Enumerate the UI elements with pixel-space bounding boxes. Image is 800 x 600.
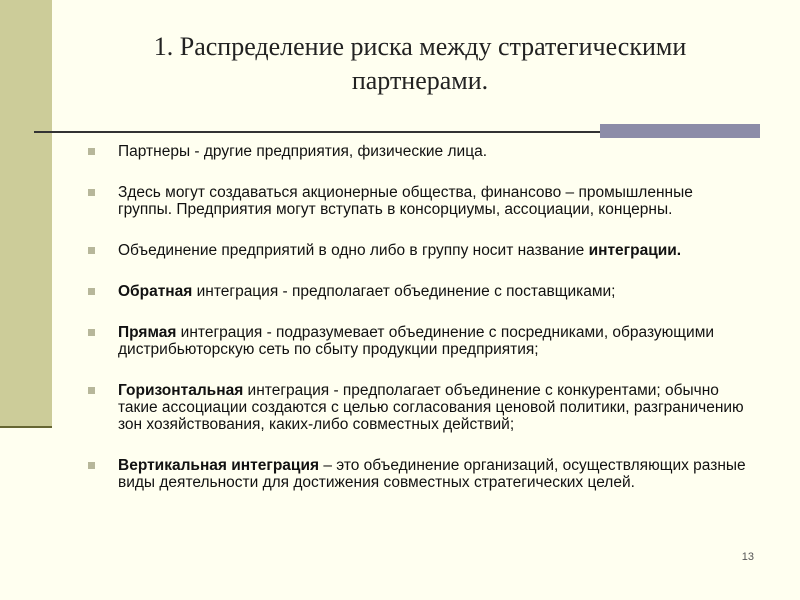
square-bullet-icon	[88, 247, 95, 254]
item-bold-term: Вертикальная интеграция	[118, 457, 320, 474]
item-text: интеграция - подразумевает объединение с посредниками, образующими дистрибьюторскую сеть по сбыту продукции предприятия;	[118, 324, 715, 358]
list-item	[88, 283, 748, 300]
title-rule	[34, 131, 600, 133]
bullet-list	[88, 143, 748, 491]
item-text: – это объединение организаций, осуществляющих разные виды деятельности для достижения совместных стратегических целей.	[118, 457, 746, 491]
title-rule-accent	[600, 124, 760, 138]
item-text: Партнеры - другие предприятия, физические лица.	[118, 143, 487, 160]
item-text: Объединение предприятий в одно либо в группу носит название	[118, 242, 589, 259]
item-bold-term: интеграции.	[588, 242, 682, 259]
item-text: интеграция - предполагает объединение с поставщиками;	[192, 283, 616, 300]
item-bold-term: Прямая	[118, 324, 177, 341]
slide-title	[120, 30, 720, 98]
item-text: Здесь могут создаваться акционерные общества, финансово – промышленные группы. Предприятия могут вступать в консорциумы, ассоциации, концерны.	[118, 184, 693, 218]
list-item	[88, 382, 748, 433]
slide-title-line-1: 1. Распределение риска между стратегическими	[153, 32, 687, 61]
list-item	[88, 184, 748, 218]
square-bullet-icon	[88, 288, 95, 295]
list-item	[88, 324, 748, 358]
slide-title-line-2: партнерами.	[351, 66, 489, 95]
square-bullet-icon	[88, 387, 95, 394]
item-bold-term: Горизонтальная	[118, 382, 244, 399]
item-bold-term: Обратная	[118, 283, 193, 300]
square-bullet-icon	[88, 329, 95, 336]
list-item	[88, 242, 748, 259]
square-bullet-icon	[88, 462, 95, 469]
item-text: интеграция - предполагает объединение с конкурентами; обычно такие ассоциации создаются с целью согласования ценовой политики, разграничению зон хозяйствования, каких-либо совместных действий;	[118, 382, 744, 433]
list-item	[88, 457, 748, 491]
square-bullet-icon	[88, 148, 95, 155]
left-band-divider	[0, 426, 52, 428]
left-decorative-band	[0, 0, 52, 428]
square-bullet-icon	[88, 189, 95, 196]
list-item	[88, 143, 748, 160]
page-number: 13	[741, 551, 754, 563]
